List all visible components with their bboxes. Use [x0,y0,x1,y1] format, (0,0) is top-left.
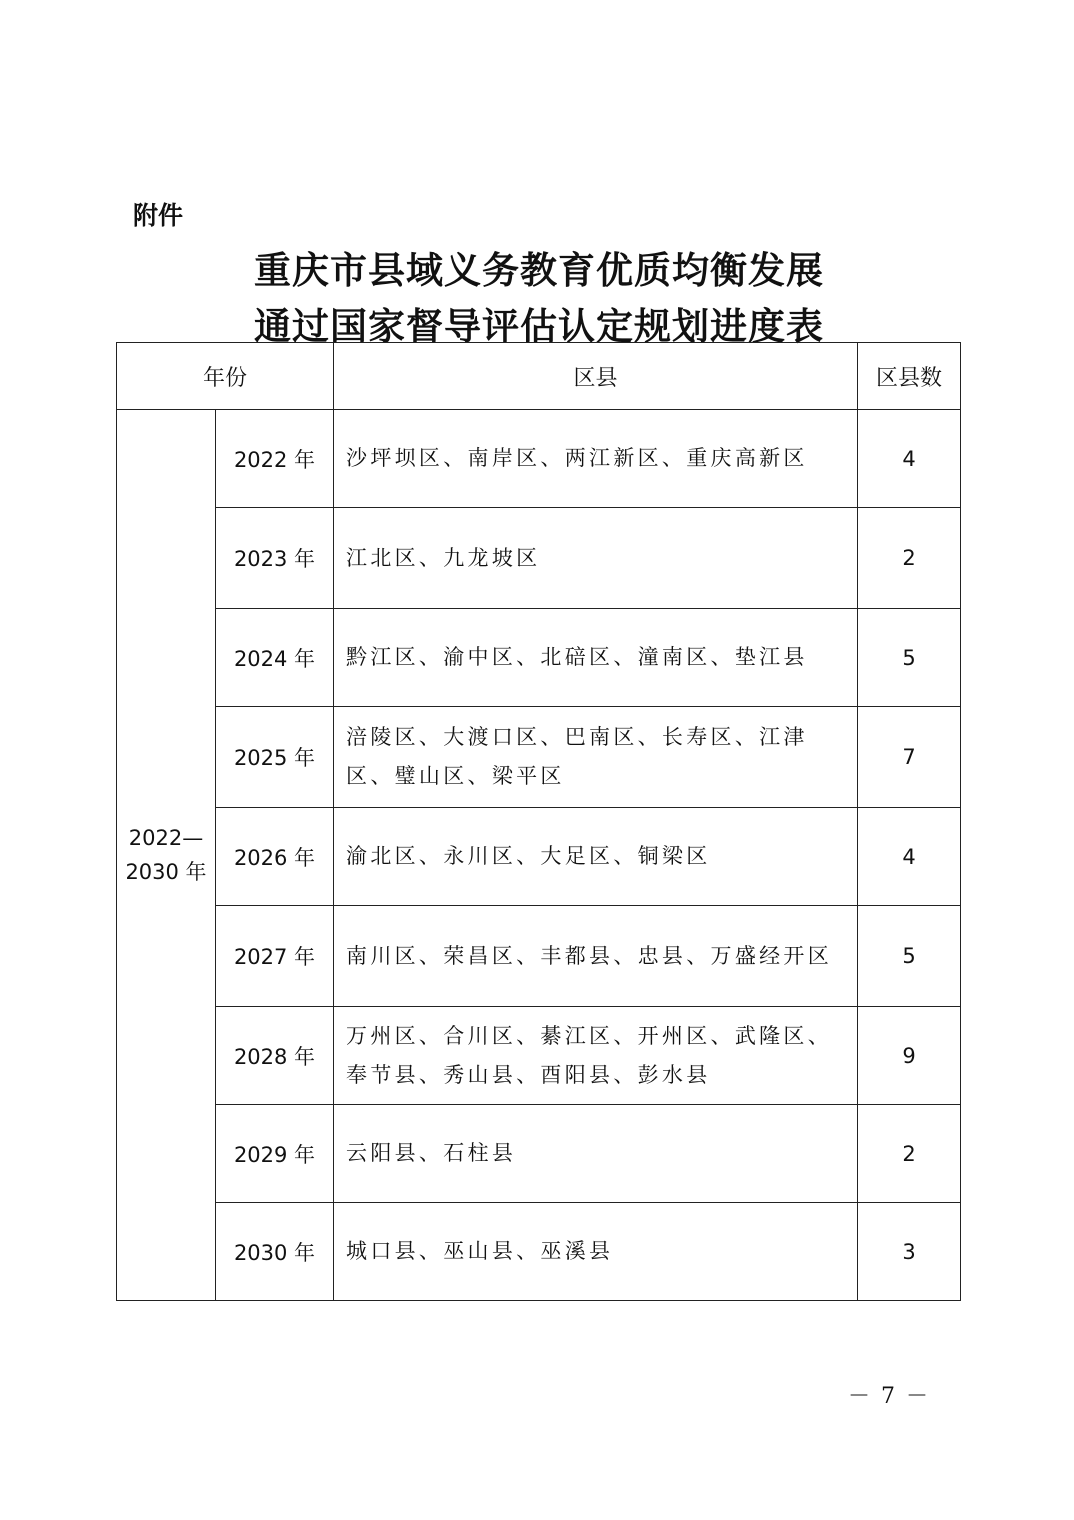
period-cell [117,410,216,1301]
table-row [117,906,961,1007]
table-row [117,707,961,808]
document-title-line-1: 重庆市县域义务教育优质均衡发展 [254,248,824,292]
row-count: 9 [858,1007,961,1105]
row-count: 2 [858,1105,961,1203]
row-year: 2028 年 [216,1007,334,1105]
attachment-label: 附件 [133,201,184,230]
progress-schedule-table [116,342,961,1301]
table-row [117,808,961,906]
table-row [117,1007,961,1105]
row-count: 3 [858,1203,961,1301]
table-row [117,508,961,609]
table-row [117,609,961,707]
period-end: 2030 年 [125,860,207,884]
row-count: 2 [858,508,961,609]
row-count: 5 [858,906,961,1007]
row-districts: 黔江区、渝中区、北碚区、潼南区、垫江县 [334,609,858,707]
period-start: 2022— [128,826,204,850]
row-districts: 万州区、合川区、綦江区、开州区、武隆区、奉节县、秀山县、酉阳县、彭水县 [334,1007,858,1105]
row-districts: 南川区、荣昌区、丰都县、忠县、万盛经开区 [334,906,858,1007]
row-districts: 渝北区、永川区、大足区、铜梁区 [334,808,858,906]
header-year: 年份 [117,343,334,410]
table-row [117,1203,961,1301]
row-count: 5 [858,609,961,707]
row-districts: 涪陵区、大渡口区、巴南区、长寿区、江津区、璧山区、梁平区 [334,707,858,808]
row-districts: 城口县、巫山县、巫溪县 [334,1203,858,1301]
row-year: 2030 年 [216,1203,334,1301]
row-year: 2023 年 [216,508,334,609]
row-count: 7 [858,707,961,808]
row-count: 4 [858,808,961,906]
row-year: 2029 年 [216,1105,334,1203]
row-year: 2024 年 [216,609,334,707]
header-count: 区县数 [858,343,961,410]
page-number: － 7 － [848,1384,930,1409]
row-year: 2022 年 [216,410,334,508]
header-districts: 区县 [334,343,858,410]
row-count: 4 [858,410,961,508]
row-year: 2026 年 [216,808,334,906]
table-row [117,410,961,508]
row-year: 2027 年 [216,906,334,1007]
document-title-line-2: 通过国家督导评估认定规划进度表 [254,304,824,348]
table-row [117,1105,961,1203]
row-districts: 沙坪坝区、南岸区、两江新区、重庆高新区 [334,410,858,508]
row-districts: 云阳县、石柱县 [334,1105,858,1203]
row-districts: 江北区、九龙坡区 [334,508,858,609]
table-header-row [117,343,961,410]
row-year: 2025 年 [216,707,334,808]
